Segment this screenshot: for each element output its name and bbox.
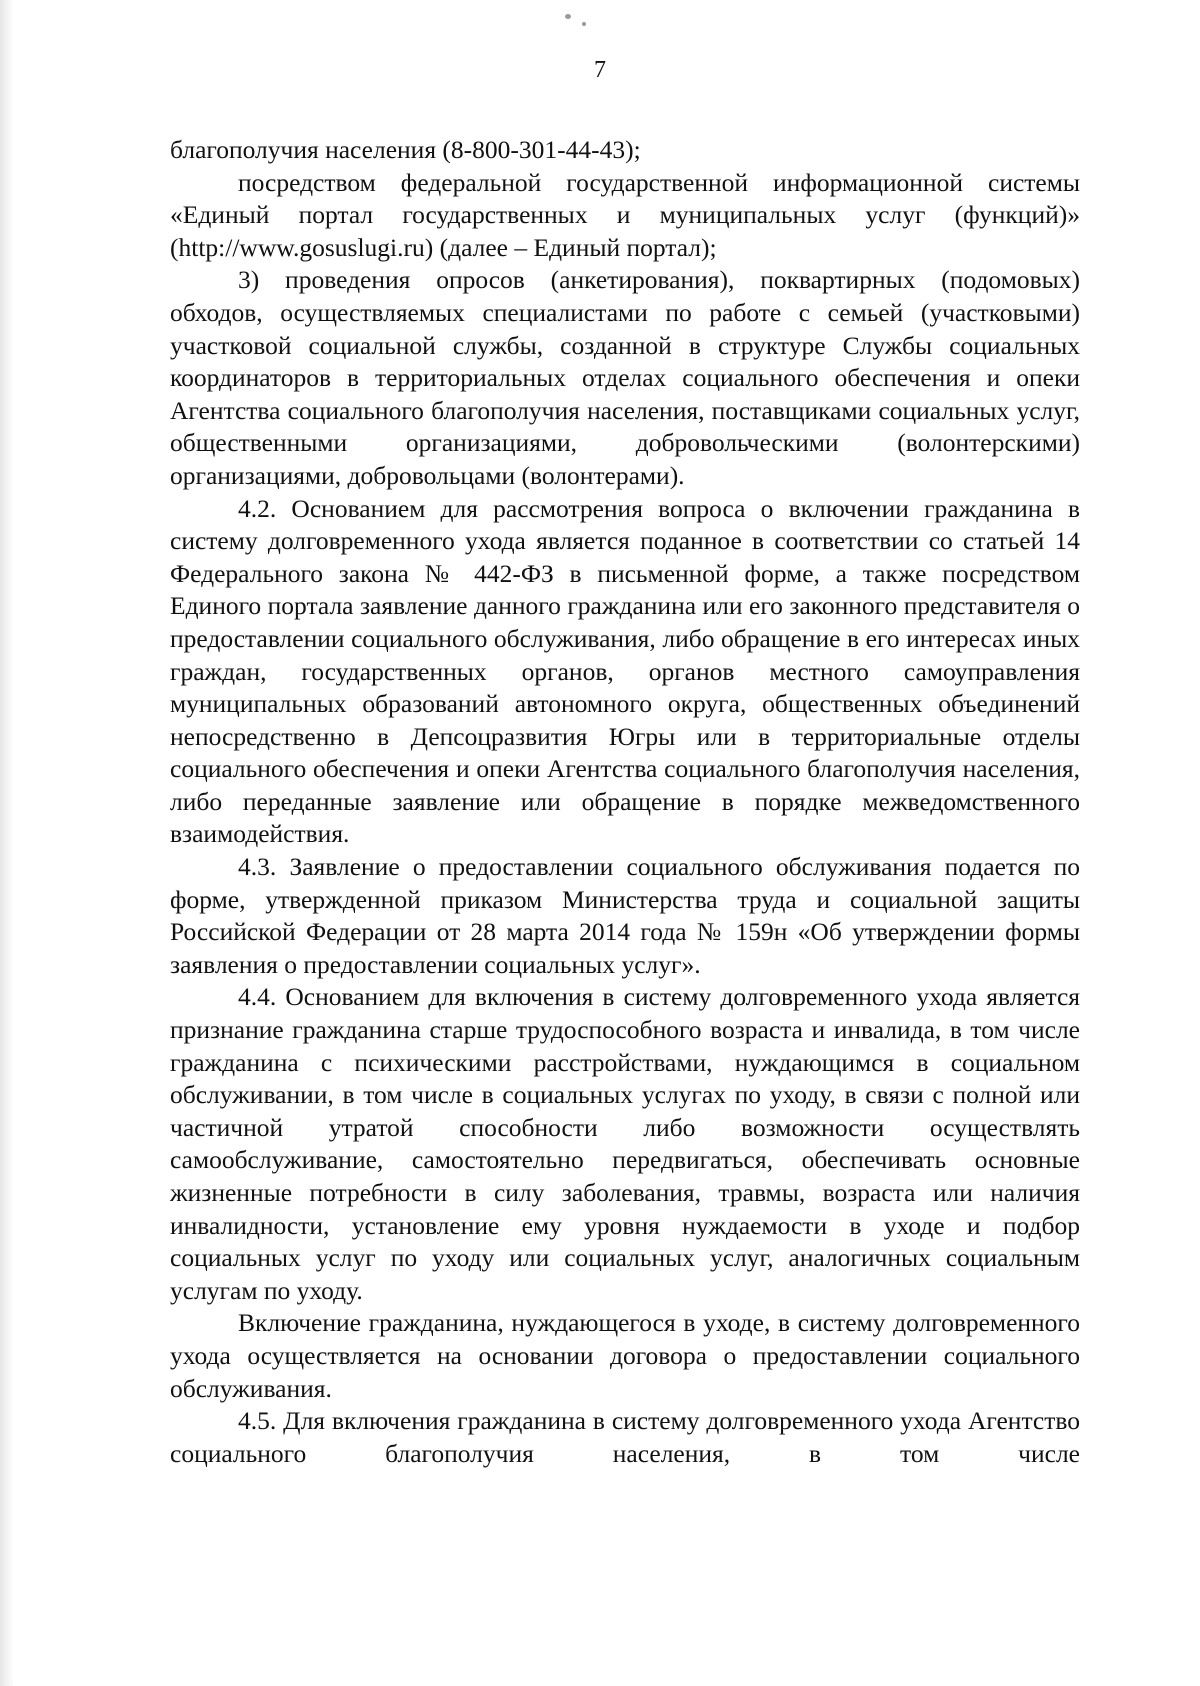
text-line: услуг». [621,949,701,979]
text-line: добровольцами (волонтерами). [347,460,685,490]
text-line: социальных услуг, аналогичных социальным услугам по уходу. [170,1243,1080,1305]
text-line: обходов, осуществляемых специалистами по работе с семьей [170,297,904,327]
paragraph [170,167,1080,265]
text-line: посредством федеральной государственной информационной [238,167,963,197]
text-line: населения, поставщиками социальных услуг, общественными [170,395,1080,458]
text-line: долговременного ухода осуществляется на основании договора о [170,1308,1081,1370]
scan-speck [582,22,586,26]
paragraph [170,264,1080,492]
document-body [170,134,1080,1470]
text-line: социального благополучия населения, либо переданные заявление или [170,754,1080,816]
text-line: либо возможности осуществлять самообслуживание, самостоятельно [170,1112,1081,1175]
paragraph [170,134,1080,167]
text-line: (участковыми) участковой социальной службы, созданной в структуре [170,297,1080,360]
text-line: предоставлении социального обслуживания. [170,1340,1080,1403]
paragraph [170,1307,1080,1405]
text-line: и инвалида, в том числе гражданина с психическими расстройствами, [170,1015,1080,1077]
text-line: (функций)» (http://www.gosuslugi.ru) (далее – Единый портал); [170,200,1080,262]
paragraph [170,981,1080,1307]
text-line: 4.5. Для включения гражданина в систему долговременного ухода [238,1406,962,1436]
text-line: 4.2. Основанием для рассмотрения вопроса о включении гражданина [238,493,1053,523]
text-line: территориальные отделы социального обеспечения и опеки Агентства [170,721,1080,784]
text-line: обращение в порядке межведомственного взаимодействия. [170,786,1081,849]
text-line: организациями, добровольческими (волонтерскими) организациями, [170,428,1080,490]
text-line: Агентство социального благополучия населения, в том числе [170,1406,1080,1468]
paragraph [170,1405,1080,1470]
page-number: 7 [594,57,606,83]
text-line: нуждающимся в социальном обслуживании, в том числе в социальных [170,1047,1081,1110]
text-line: Включение гражданина, нуждающегося в уходе, в систему [238,1308,886,1338]
text-line: системы «Единый портал государственных и муниципальных услуг [170,167,1081,230]
text-line: ему уровня нуждаемости в уходе и подбор социальных услуг по уходу или [170,1210,1081,1273]
paragraph [170,493,1080,852]
text-line: подается по форме, утвержденной приказом Министерства труда [170,852,1080,914]
text-line: 4.3. Заявление о предоставлении социального обслуживания [238,852,932,882]
text-line: форме, а также посредством Единого портала заявление данного [170,558,1081,621]
text-line: 4.4. Основанием для включения в систему долговременного ухода [238,982,978,1012]
scan-edge-shadow [0,0,14,1686]
text-line: Службы социальных координаторов в территориальных отделах [170,330,1080,393]
text-line: граждан, государственных органов, органов местного самоуправления [170,656,1080,686]
text-line: и социальной защиты Российской Федерации от 28 марта 2014 года [170,884,1080,947]
text-line: заболевания, травмы, возраста или наличия инвалидности, установление [170,1178,1080,1240]
text-line: гражданина или его законного представителя о предоставлении [170,591,1081,653]
text-line: муниципальных образований автономного округа, общественных [170,689,923,719]
text-line: со статьей 14 Федерального закона № 442-ФЗ в письменной [170,526,1081,588]
text-line: объединений непосредственно в Депсоцразвития Югры или в [170,689,1081,751]
scan-speck [565,14,571,19]
paragraph [170,851,1080,981]
text-line: в систему долговременного ухода является поданное в соответствии [170,493,1081,556]
text-line: социального обслуживания, либо обращение в его интересах иных [351,623,1081,653]
text-line: 3) проведения опросов (анкетирования), поквартирных (подомовых) [238,265,1080,295]
text-line: социального обеспечения и опеки Агентства социального благополучия [170,363,1081,425]
text-line: благополучия населения (8-800-301-44-43); [170,135,641,164]
text-line: услугах по уходу, в связи с полной или частичной утратой способности [170,1080,1081,1142]
text-line: передвигаться, обеспечивать основные жизненные потребности в силу [170,1145,1080,1207]
text-line: № 159н «Об утверждении формы заявления о предоставлении социальных [170,917,1081,979]
text-line: является признание гражданина старше трудоспособного возраста [170,982,1081,1045]
